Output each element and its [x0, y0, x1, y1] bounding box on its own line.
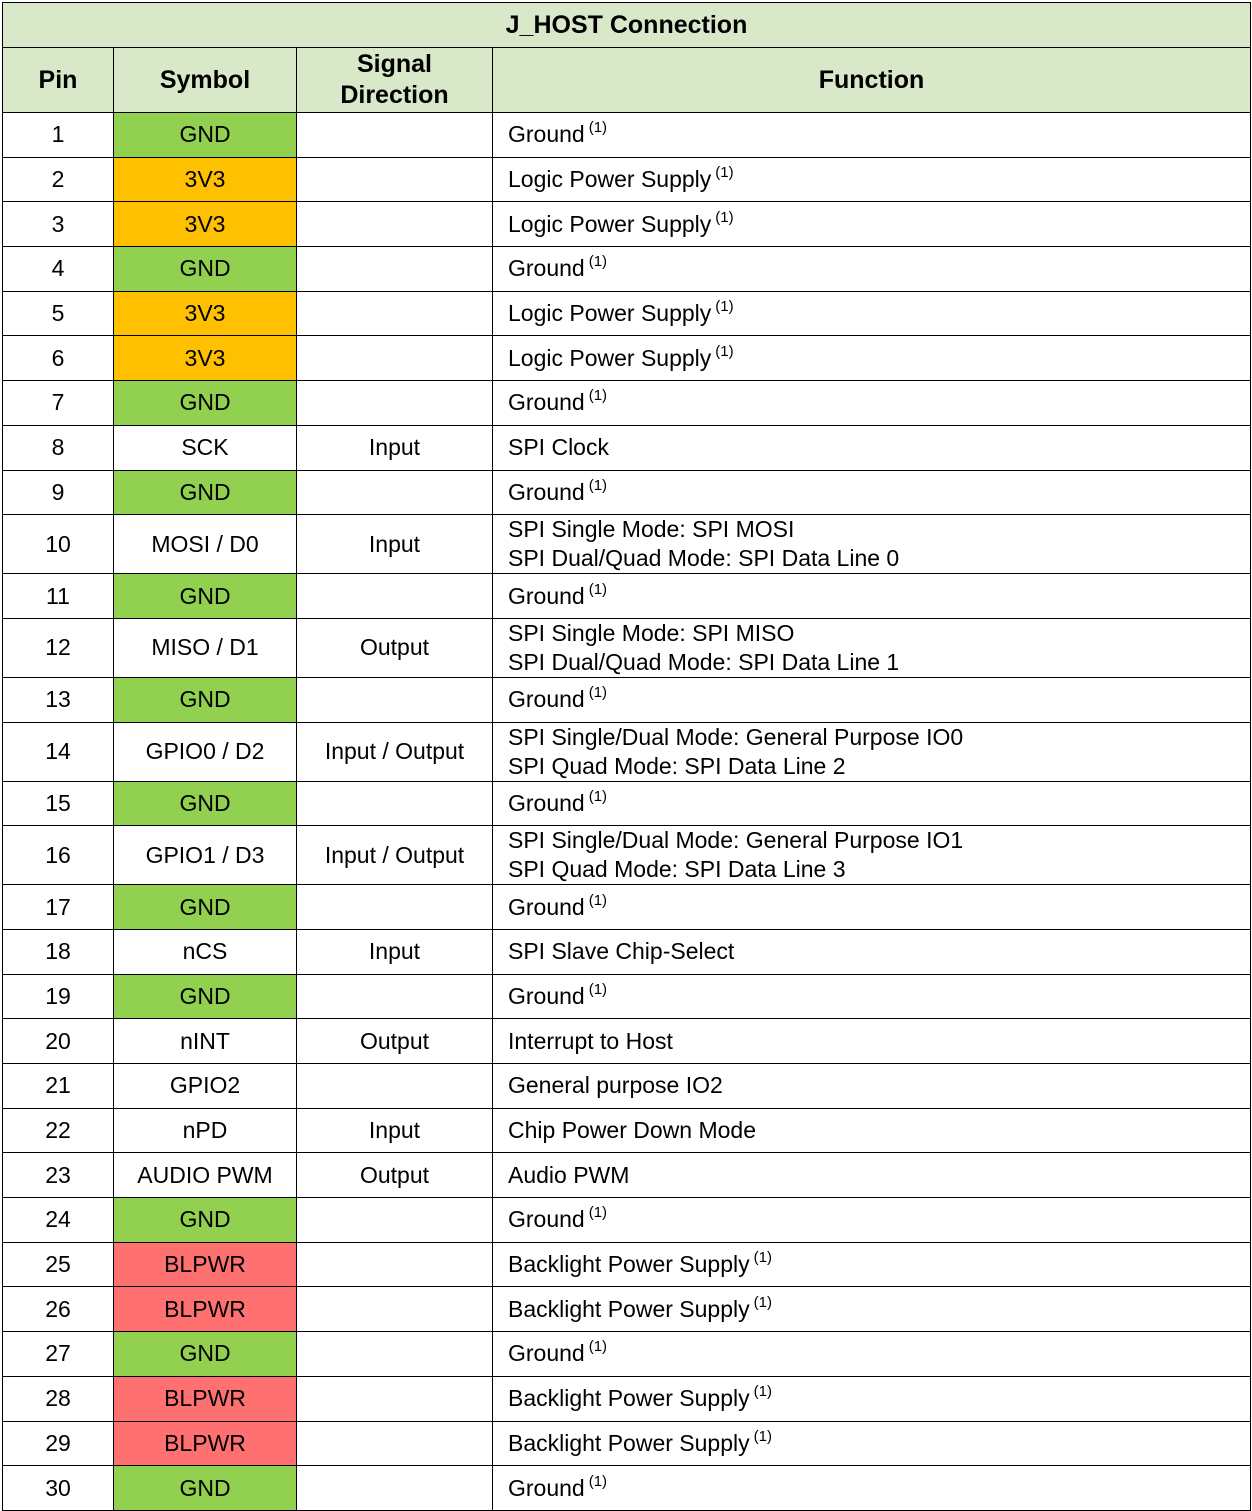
symbol-cell: GND: [114, 247, 297, 292]
symbol-cell: 3V3: [114, 157, 297, 202]
symbol-cell: nINT: [114, 1019, 297, 1064]
direction-cell: Output: [297, 1019, 493, 1064]
table-row: [3, 1242, 1251, 1287]
function-line: [508, 388, 1250, 417]
function-line: [508, 1429, 1250, 1458]
footnote-marker: (1): [753, 1249, 772, 1267]
function-line: [508, 299, 1250, 328]
function-cell: [493, 781, 1251, 826]
direction-cell: Input: [297, 515, 493, 574]
pin-cell: 26: [3, 1287, 114, 1332]
function-text: Ground: [508, 1474, 585, 1501]
direction-cell: [297, 291, 493, 336]
symbol-cell: GPIO0 / D2: [114, 722, 297, 781]
pin-cell: 7: [3, 381, 114, 426]
pin-cell: 20: [3, 1019, 114, 1064]
pin-cell: 29: [3, 1421, 114, 1466]
function-text: Ground: [508, 893, 585, 920]
function-line: [508, 937, 1250, 966]
footnote-marker: (1): [588, 253, 608, 271]
footnote-marker: (1): [588, 387, 608, 405]
function-line: [508, 544, 1250, 573]
symbol-cell: 3V3: [114, 202, 297, 247]
function-line: [508, 433, 1250, 462]
footnote-marker: (1): [588, 1204, 608, 1222]
footnote-marker: (1): [588, 980, 608, 998]
direction-cell: Output: [297, 1153, 493, 1198]
function-cell: [493, 113, 1251, 158]
header-direction-line1: Signal: [356, 50, 432, 78]
function-text: SPI Slave Chip-Select: [508, 938, 735, 965]
direction-cell: [297, 336, 493, 381]
function-text: Backlight Power Supply: [508, 1295, 750, 1322]
pin-cell: 23: [3, 1153, 114, 1198]
function-text: Logic Power Supply: [508, 344, 712, 371]
direction-cell: Input / Output: [297, 826, 493, 885]
function-text: SPI Single/Dual Mode: General Purpose IO1: [508, 827, 964, 854]
function-line: [508, 515, 1250, 544]
table-row: [3, 1153, 1251, 1198]
table-row: [3, 1108, 1251, 1153]
function-line: [508, 478, 1250, 507]
function-cell: [493, 1332, 1251, 1377]
function-line: [508, 1027, 1250, 1056]
pin-cell: 8: [3, 425, 114, 470]
pin-cell: 28: [3, 1376, 114, 1421]
function-line: [508, 648, 1250, 677]
table-row: [3, 929, 1251, 974]
pin-cell: 4: [3, 247, 114, 292]
table-body: [3, 113, 1251, 1511]
table-row: [3, 1287, 1251, 1332]
pin-cell: 12: [3, 618, 114, 677]
function-line: [508, 1295, 1250, 1324]
footnote-marker: (1): [588, 1472, 608, 1490]
function-cell: [493, 929, 1251, 974]
symbol-cell: GND: [114, 781, 297, 826]
table-row: [3, 1019, 1251, 1064]
symbol-cell: MOSI / D0: [114, 515, 297, 574]
header-symbol: Symbol: [114, 48, 297, 113]
symbol-cell: nPD: [114, 1108, 297, 1153]
footnote-marker: (1): [753, 1427, 772, 1445]
symbol-cell: GND: [114, 677, 297, 722]
table-row: [3, 291, 1251, 336]
function-cell: [493, 1421, 1251, 1466]
direction-cell: [297, 381, 493, 426]
function-text: Ground: [508, 1340, 585, 1367]
direction-cell: [297, 470, 493, 515]
symbol-cell: BLPWR: [114, 1376, 297, 1421]
table-row: [3, 1332, 1251, 1377]
function-line: [508, 1116, 1250, 1145]
function-text: Logic Power Supply: [508, 210, 712, 237]
pin-cell: 19: [3, 974, 114, 1019]
footnote-marker: (1): [588, 1338, 608, 1356]
symbol-cell: GND: [114, 885, 297, 930]
table-row: [3, 677, 1251, 722]
function-cell: [493, 885, 1251, 930]
direction-cell: [297, 885, 493, 930]
function-cell: [493, 291, 1251, 336]
pin-cell: 9: [3, 470, 114, 515]
pin-cell: 17: [3, 885, 114, 930]
pin-cell: 21: [3, 1064, 114, 1109]
footnote-marker: (1): [715, 164, 734, 182]
pin-cell: 14: [3, 722, 114, 781]
table-row: [3, 515, 1251, 574]
footnote-marker: (1): [588, 684, 608, 702]
table-row: [3, 574, 1251, 619]
function-cell: [493, 1242, 1251, 1287]
function-cell: [493, 425, 1251, 470]
function-text: Audio PWM: [508, 1161, 630, 1188]
function-text: Backlight Power Supply: [508, 1251, 750, 1278]
function-line: [508, 1250, 1250, 1279]
direction-cell: [297, 1287, 493, 1332]
direction-cell: [297, 247, 493, 292]
table-row: [3, 425, 1251, 470]
table-row: [3, 826, 1251, 885]
direction-cell: Input: [297, 929, 493, 974]
function-cell: [493, 1466, 1251, 1511]
function-cell: [493, 974, 1251, 1019]
function-cell: [493, 1019, 1251, 1064]
function-line: [508, 982, 1250, 1011]
function-line: [508, 723, 1250, 752]
function-line: [508, 1339, 1250, 1368]
function-line: [508, 210, 1250, 239]
function-cell: [493, 722, 1251, 781]
pin-cell: 10: [3, 515, 114, 574]
function-cell: [493, 1287, 1251, 1332]
function-line: [508, 752, 1250, 781]
direction-cell: [297, 1421, 493, 1466]
footnote-marker: (1): [715, 208, 734, 226]
footnote-marker: (1): [715, 342, 734, 360]
function-text: Ground: [508, 121, 585, 148]
function-text: SPI Single/Dual Mode: General Purpose IO0: [508, 723, 964, 750]
function-text: Ground: [508, 582, 585, 609]
function-text: Ground: [508, 982, 585, 1009]
pin-cell: 22: [3, 1108, 114, 1153]
pin-cell: 24: [3, 1198, 114, 1243]
direction-cell: Input: [297, 1108, 493, 1153]
direction-cell: Output: [297, 618, 493, 677]
pin-cell: 6: [3, 336, 114, 381]
symbol-cell: GND: [114, 113, 297, 158]
function-text: Interrupt to Host: [508, 1027, 673, 1054]
function-text: Ground: [508, 686, 585, 713]
direction-cell: [297, 1376, 493, 1421]
function-line: [508, 165, 1250, 194]
table-row: [3, 381, 1251, 426]
table-row: [3, 722, 1251, 781]
direction-cell: Input: [297, 425, 493, 470]
table-row: [3, 247, 1251, 292]
direction-cell: [297, 1198, 493, 1243]
direction-cell: [297, 1242, 493, 1287]
pin-cell: 15: [3, 781, 114, 826]
function-text: Ground: [508, 255, 585, 282]
symbol-cell: GND: [114, 574, 297, 619]
table-row: [3, 1421, 1251, 1466]
pin-cell: 13: [3, 677, 114, 722]
function-text: Ground: [508, 1206, 585, 1233]
footnote-marker: (1): [715, 298, 734, 316]
function-line: [508, 893, 1250, 922]
symbol-cell: GND: [114, 1466, 297, 1511]
symbol-cell: BLPWR: [114, 1421, 297, 1466]
symbol-cell: 3V3: [114, 291, 297, 336]
pin-cell: 25: [3, 1242, 114, 1287]
table-row: [3, 974, 1251, 1019]
footnote-marker: (1): [588, 119, 608, 137]
symbol-cell: GPIO1 / D3: [114, 826, 297, 885]
table-row: [3, 1198, 1251, 1243]
table-row: [3, 113, 1251, 158]
pin-cell: 2: [3, 157, 114, 202]
function-text: Logic Power Supply: [508, 166, 712, 193]
function-line: [508, 1384, 1250, 1413]
function-line: [508, 1161, 1250, 1190]
header-function: Function: [493, 48, 1251, 113]
direction-cell: [297, 202, 493, 247]
direction-cell: [297, 974, 493, 1019]
function-cell: [493, 677, 1251, 722]
footnote-marker: (1): [588, 476, 608, 494]
function-text: SPI Dual/Quad Mode: SPI Data Line 1: [508, 648, 900, 675]
function-line: [508, 344, 1250, 373]
function-text: SPI Clock: [508, 434, 609, 461]
function-text: Chip Power Down Mode: [508, 1117, 757, 1144]
function-line: [508, 1205, 1250, 1234]
footnote-marker: (1): [588, 787, 608, 805]
pin-cell: 18: [3, 929, 114, 974]
direction-cell: [297, 781, 493, 826]
symbol-cell: GND: [114, 974, 297, 1019]
table-row: [3, 1466, 1251, 1511]
function-line: [508, 582, 1250, 611]
function-text: Ground: [508, 389, 585, 416]
symbol-cell: BLPWR: [114, 1242, 297, 1287]
function-line: [508, 1474, 1250, 1503]
symbol-cell: GND: [114, 1198, 297, 1243]
direction-cell: [297, 157, 493, 202]
function-cell: [493, 1153, 1251, 1198]
header-signal-direction: [297, 48, 493, 113]
function-cell: [493, 1376, 1251, 1421]
pin-cell: 11: [3, 574, 114, 619]
symbol-cell: GND: [114, 381, 297, 426]
direction-cell: [297, 113, 493, 158]
function-text: SPI Single Mode: SPI MOSI: [508, 516, 795, 543]
function-text: Ground: [508, 789, 585, 816]
function-cell: [493, 1198, 1251, 1243]
table-row: [3, 1064, 1251, 1109]
table-row: [3, 336, 1251, 381]
pin-cell: 3: [3, 202, 114, 247]
function-cell: [493, 515, 1251, 574]
table-row: [3, 1376, 1251, 1421]
footnote-marker: (1): [753, 1293, 772, 1311]
symbol-cell: GND: [114, 1332, 297, 1377]
function-text: Ground: [508, 478, 585, 505]
function-cell: [493, 470, 1251, 515]
function-line: [508, 120, 1250, 149]
direction-cell: [297, 1466, 493, 1511]
function-line: [508, 1071, 1250, 1100]
function-text: Backlight Power Supply: [508, 1385, 750, 1412]
footnote-marker: (1): [753, 1383, 772, 1401]
table-row: [3, 781, 1251, 826]
table-row: [3, 157, 1251, 202]
direction-cell: Input / Output: [297, 722, 493, 781]
table-row: [3, 470, 1251, 515]
function-cell: [493, 618, 1251, 677]
direction-cell: [297, 677, 493, 722]
function-cell: [493, 1108, 1251, 1153]
symbol-cell: MISO / D1: [114, 618, 297, 677]
symbol-cell: AUDIO PWM: [114, 1153, 297, 1198]
footnote-marker: (1): [588, 580, 608, 598]
table-title: J_HOST Connection: [3, 3, 1251, 48]
function-line: [508, 619, 1250, 648]
function-cell: [493, 247, 1251, 292]
symbol-cell: GPIO2: [114, 1064, 297, 1109]
function-line: [508, 685, 1250, 714]
pin-cell: 16: [3, 826, 114, 885]
function-text: SPI Single Mode: SPI MISO: [508, 619, 795, 646]
table-row: [3, 618, 1251, 677]
table-row: [3, 885, 1251, 930]
header-pin: Pin: [3, 48, 114, 113]
symbol-cell: SCK: [114, 425, 297, 470]
function-text: Logic Power Supply: [508, 300, 712, 327]
function-text: SPI Quad Mode: SPI Data Line 2: [508, 752, 846, 779]
direction-cell: [297, 1332, 493, 1377]
table-row: [3, 202, 1251, 247]
function-cell: [493, 157, 1251, 202]
symbol-cell: nCS: [114, 929, 297, 974]
function-text: General purpose IO2: [508, 1072, 723, 1099]
function-text: SPI Quad Mode: SPI Data Line 3: [508, 856, 846, 883]
footnote-marker: (1): [588, 891, 608, 909]
function-text: SPI Dual/Quad Mode: SPI Data Line 0: [508, 545, 900, 572]
header-direction-line2: Direction: [340, 81, 449, 109]
direction-cell: [297, 1064, 493, 1109]
pin-cell: 27: [3, 1332, 114, 1377]
pin-cell: 1: [3, 113, 114, 158]
function-line: [508, 789, 1250, 818]
function-cell: [493, 336, 1251, 381]
function-cell: [493, 574, 1251, 619]
function-cell: [493, 381, 1251, 426]
pin-cell: 5: [3, 291, 114, 336]
pinout-table: [2, 2, 1251, 1511]
function-cell: [493, 202, 1251, 247]
symbol-cell: GND: [114, 470, 297, 515]
symbol-cell: BLPWR: [114, 1287, 297, 1332]
function-line: [508, 826, 1250, 855]
symbol-cell: 3V3: [114, 336, 297, 381]
function-cell: [493, 826, 1251, 885]
direction-cell: [297, 574, 493, 619]
function-text: Backlight Power Supply: [508, 1429, 750, 1456]
pin-cell: 30: [3, 1466, 114, 1511]
function-line: [508, 855, 1250, 884]
function-cell: [493, 1064, 1251, 1109]
function-line: [508, 254, 1250, 283]
